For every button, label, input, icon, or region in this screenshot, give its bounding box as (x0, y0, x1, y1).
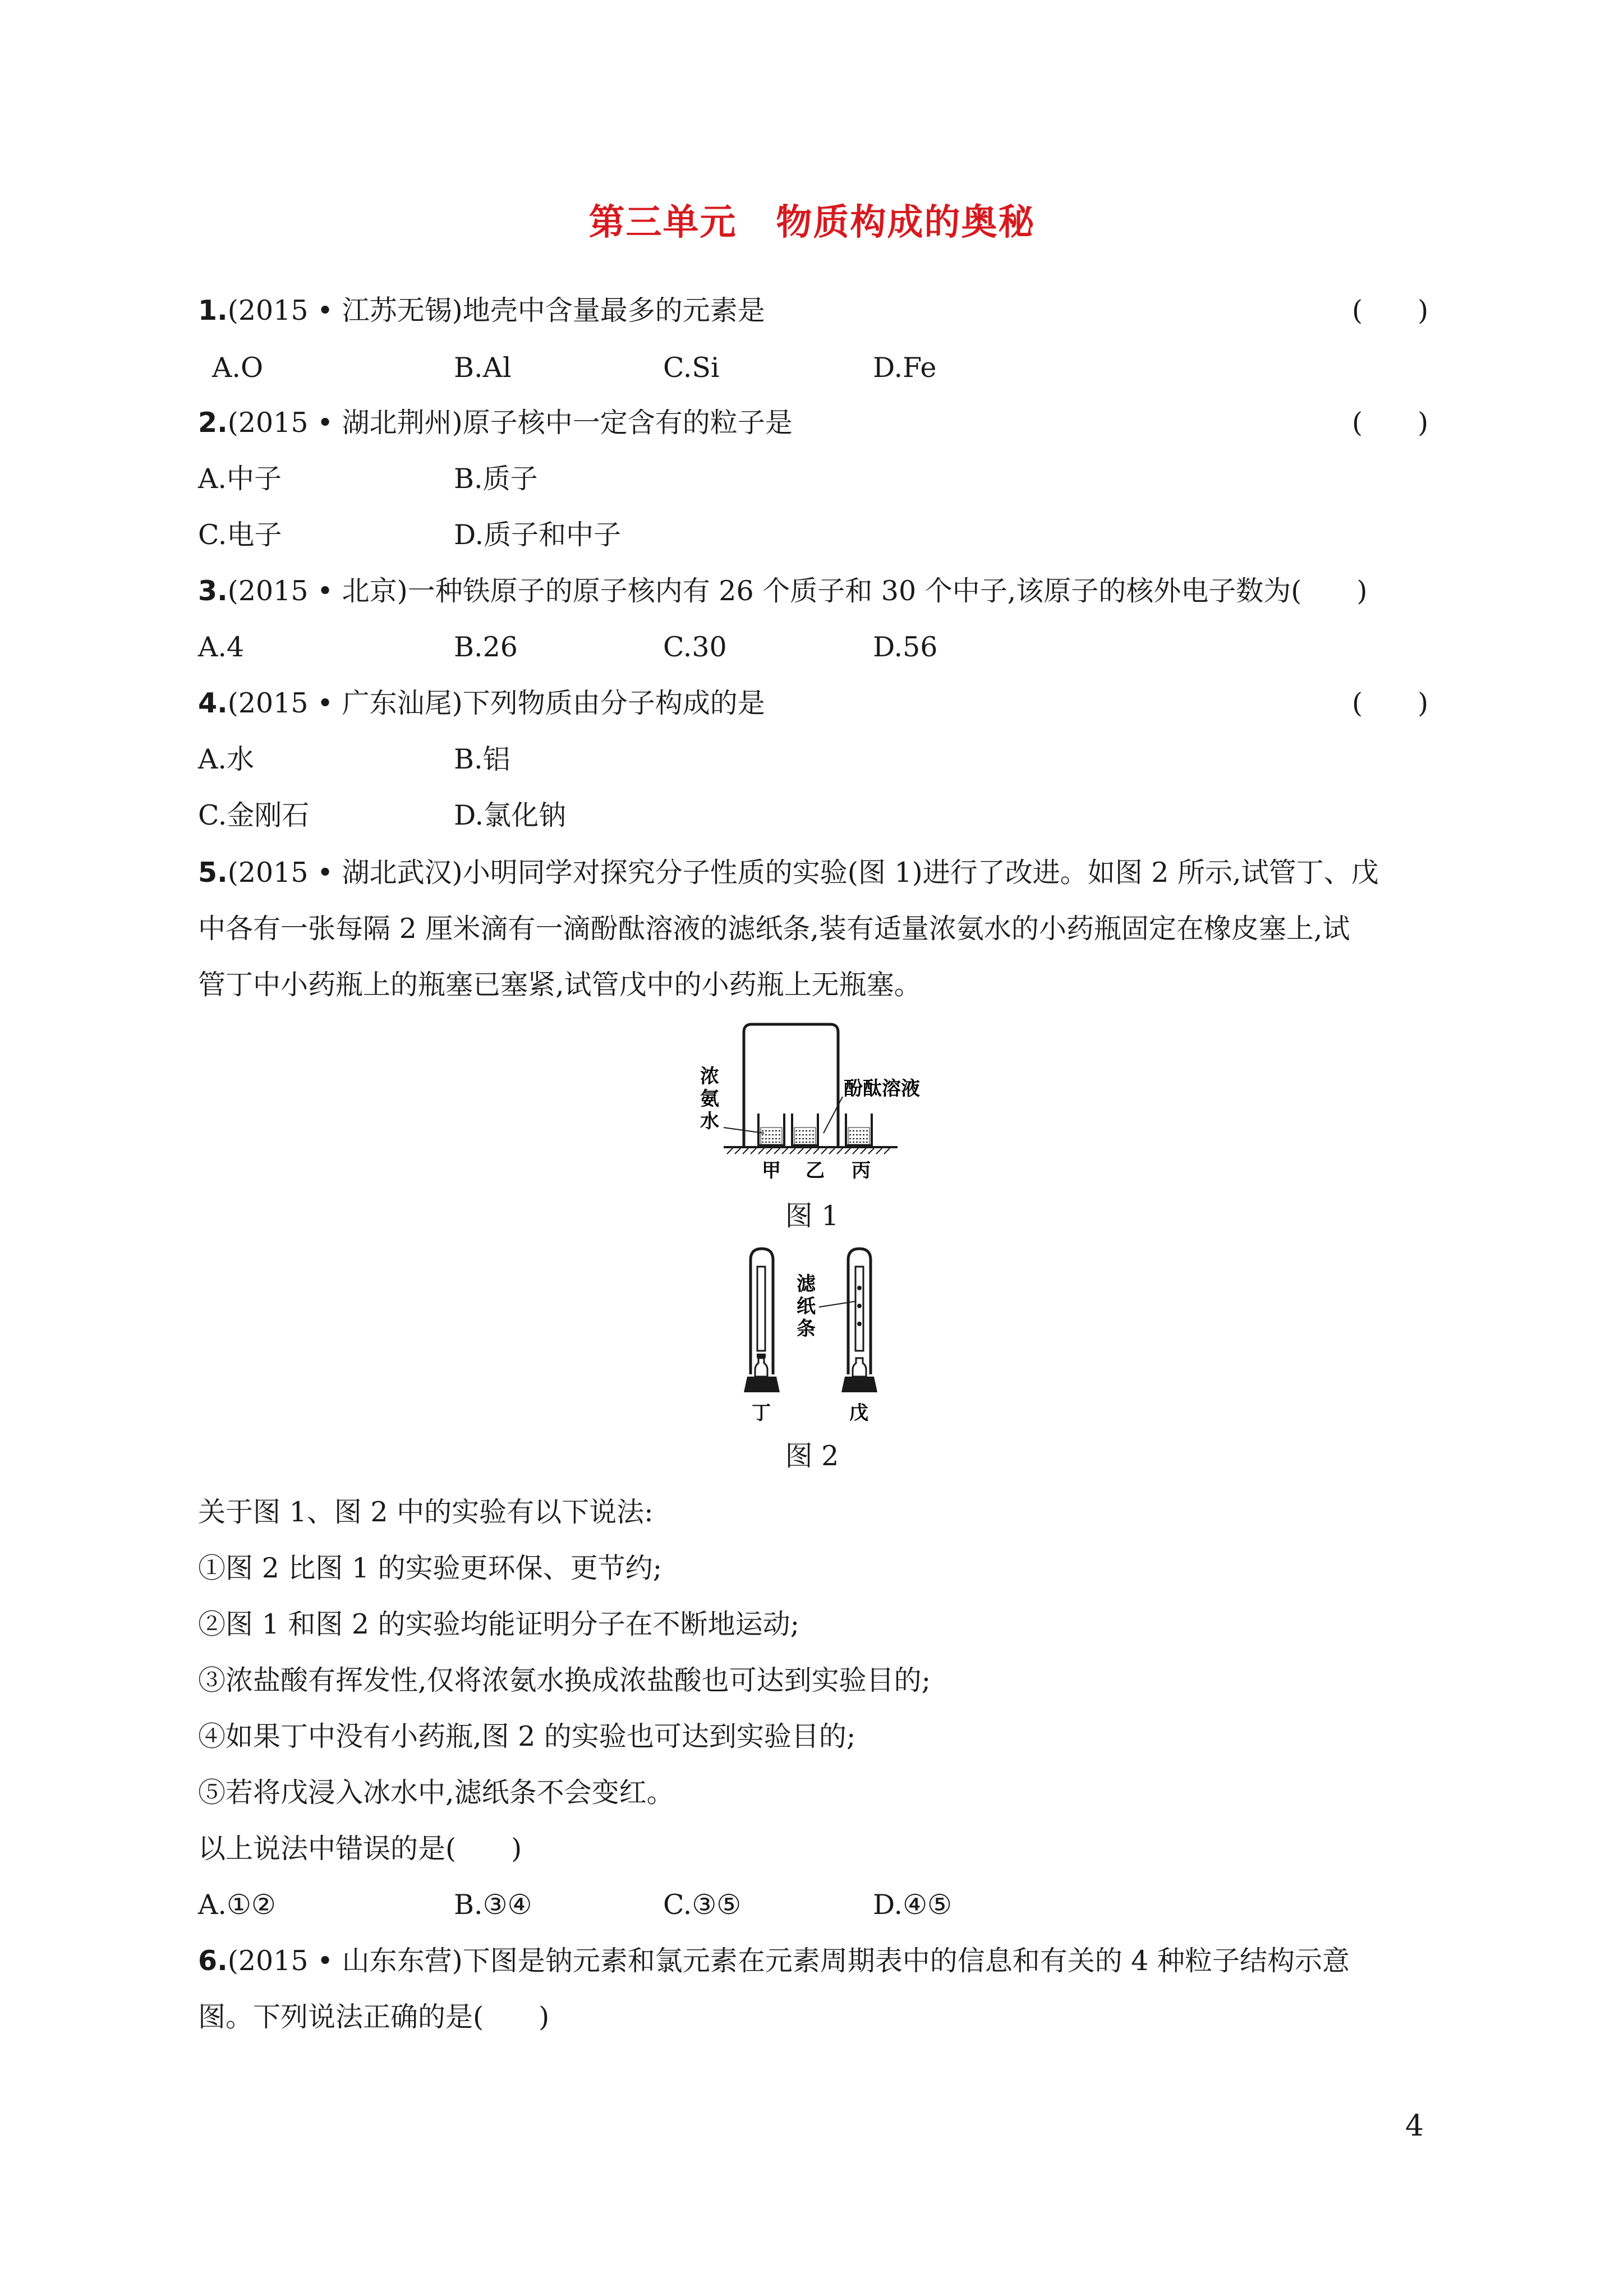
answer-blank: ( ) (1352, 407, 1429, 439)
question-prompt: 以上说法中错误的是( ) (198, 1833, 522, 1865)
label-jia: 甲 (762, 1159, 781, 1182)
question-text-line: 管丁中小药瓶上的瓶塞已塞紧,试管戊中的小药瓶上无瓶塞。 (198, 969, 922, 1001)
question-number: 3. (198, 575, 228, 607)
question-number: 5. (198, 857, 228, 889)
option-d: D.④⑤ (873, 1889, 952, 1921)
option-d: D.质子和中子 (454, 519, 622, 551)
statement-1: ①图 2 比图 1 的实验更环保、更节约; (198, 1552, 663, 1584)
question-text: (2015 • 山东东营)下图是钠元素和氯元素在元素周期表中的信息和有关的 4 种粒子结构示意 (227, 1945, 1350, 1977)
option-a: A.①② (198, 1889, 276, 1921)
title-unit: 第三单元 (588, 202, 737, 243)
option-d: D.Fe (873, 352, 937, 384)
statement-5: ⑤若将戊浸入冰水中,滤纸条不会变红。 (198, 1777, 674, 1809)
option-a: A.4 (198, 631, 245, 663)
label-phenolphthalein: 酚酞溶液 (844, 1078, 920, 1100)
label-concentrated-ammonia: 水 (700, 1110, 719, 1133)
option-c: C.金刚石 (198, 799, 310, 831)
option-d: D.氯化钠 (454, 799, 567, 831)
answer-blank: ( ) (1352, 687, 1429, 719)
option-b: B.③④ (454, 1889, 532, 1921)
question-text: (2015 • 北京)一种铁原子的原子核内有 26 个质子和 30 个中子,该原子的核外电子数为( ) (227, 575, 1368, 607)
question-text-line: 图。下列说法正确的是( ) (198, 2001, 550, 2033)
page-number: 4 (1405, 2109, 1424, 2143)
label-filter-paper: 滤 (797, 1273, 816, 1295)
figure-1-caption: 图 1 (785, 1200, 839, 1232)
statements-intro: 关于图 1、图 2 中的实验有以下说法: (198, 1496, 654, 1528)
question-3 (198, 574, 1368, 608)
question-text-line: 中各有一张每隔 2 厘米滴有一滴酚酞溶液的滤纸条,装有适量浓氨水的小药瓶固定在橡皮塞上,试 (198, 913, 1350, 945)
option-d: D.56 (873, 631, 938, 663)
question-5 (198, 856, 1379, 890)
label-yi: 乙 (806, 1159, 825, 1182)
title-topic: 物质构成的奥秘 (776, 202, 1036, 243)
option-c: C.③⑤ (663, 1889, 742, 1921)
test-tube-wu (841, 1249, 877, 1392)
question-number: 4. (198, 687, 228, 719)
option-a: A.水 (198, 743, 254, 775)
option-b: B.Al (454, 352, 512, 384)
page-title (0, 194, 1624, 245)
label-ding: 丁 (752, 1402, 771, 1424)
option-b: B.26 (454, 631, 518, 663)
label-filter-paper: 纸 (797, 1295, 816, 1318)
statement-3: ③浓盐酸有挥发性,仅将浓氨水换成浓盐酸也可达到实验目的; (198, 1664, 931, 1696)
option-c: C.Si (663, 352, 720, 384)
label-concentrated-ammonia: 浓 (700, 1065, 719, 1088)
test-tube-ding (744, 1249, 780, 1392)
question-number: 6. (198, 1945, 228, 1977)
figure-2-caption: 图 2 (785, 1440, 839, 1472)
question-text: (2015 • 湖北武汉)小明同学对探究分子性质的实验(图 1)进行了改进。如图 2 所示,试管丁、戊 (227, 857, 1379, 889)
option-c: C.30 (663, 631, 727, 663)
label-bing: 丙 (852, 1159, 871, 1182)
question-text: (2015 • 江苏无锡)地壳中含量最多的元素是 (227, 295, 765, 326)
option-a: A.中子 (198, 463, 282, 495)
question-1 (198, 294, 765, 328)
question-text: (2015 • 湖北荆州)原子核中一定含有的粒子是 (227, 407, 793, 439)
beaker-yi (792, 1114, 818, 1145)
statement-4: ④如果丁中没有小药瓶,图 2 的实验也可达到实验目的; (198, 1720, 856, 1752)
statement-2: ②图 1 和图 2 的实验均能证明分子在不断地运动; (198, 1608, 800, 1640)
question-4 (198, 687, 765, 720)
label-filter-paper: 条 (797, 1318, 816, 1340)
option-a: A.O (212, 352, 264, 384)
question-text: (2015 • 广东汕尾)下列物质由分子构成的是 (227, 687, 765, 719)
label-concentrated-ammonia: 氨 (700, 1088, 719, 1110)
question-number: 2. (198, 407, 228, 439)
beaker-jia (758, 1114, 784, 1145)
question-6 (198, 1944, 1350, 1978)
option-c: C.电子 (198, 519, 282, 551)
question-number: 1. (198, 295, 228, 326)
beaker-bing (846, 1114, 872, 1145)
question-2 (198, 406, 793, 440)
option-b: B.质子 (454, 463, 538, 495)
option-b: B.铝 (454, 743, 510, 775)
figure-1-apparatus (696, 1021, 965, 1189)
answer-blank: ( ) (1352, 295, 1429, 326)
figure-2-apparatus (729, 1245, 898, 1430)
label-wu: 戊 (849, 1402, 868, 1424)
